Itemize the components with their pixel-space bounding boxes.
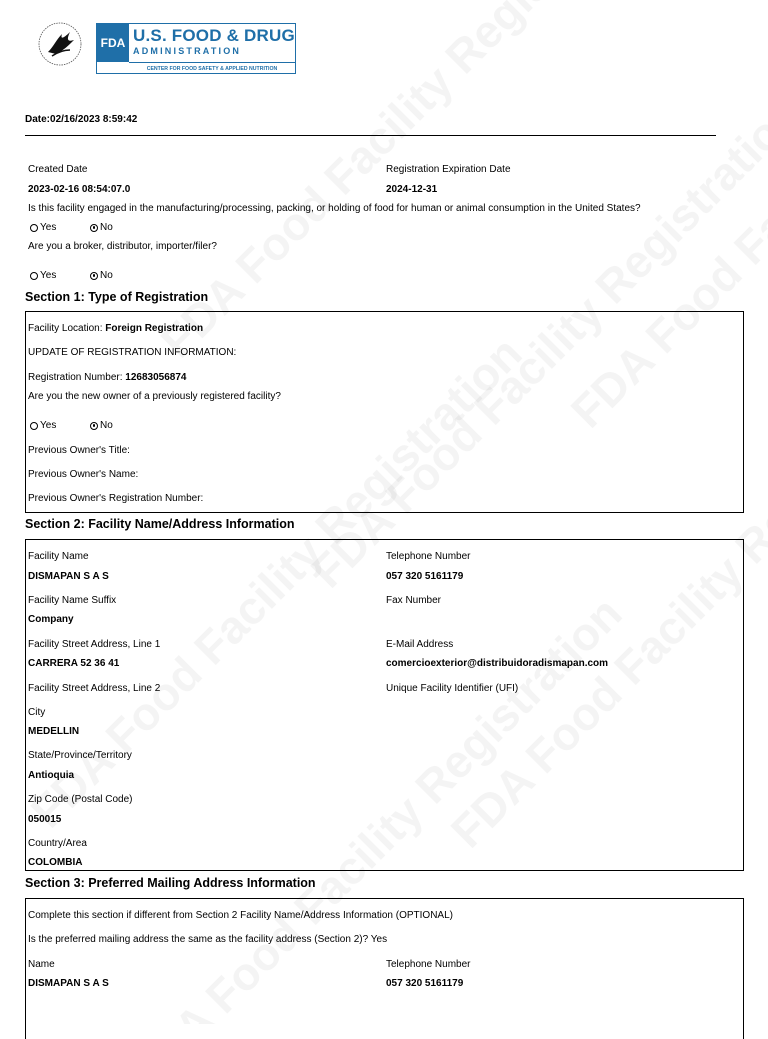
previous-owner-name-label: Previous Owner's Name: (28, 469, 139, 480)
radio-checked-icon (90, 272, 98, 280)
radio-unchecked-icon (30, 224, 38, 232)
fax-label: Fax Number (386, 595, 442, 606)
mailing-name-value: DISMAPAN S A S (28, 978, 109, 989)
previous-owner-title-label: Previous Owner's Title: (28, 445, 130, 456)
section2-box (25, 539, 744, 871)
fda-logo (96, 23, 296, 74)
new-owner-yes-radio[interactable]: Yes (30, 420, 56, 431)
state-label: State/Province/Territory (28, 750, 132, 761)
section1-box (25, 311, 744, 513)
hhs-seal-logo (36, 20, 86, 68)
mailing-telephone-value: 057 320 5161179 (386, 978, 464, 989)
update-registration-text: UPDATE OF REGISTRATION INFORMATION: (28, 347, 237, 358)
city-label: City (28, 707, 46, 718)
email-label: E-Mail Address (386, 639, 454, 650)
street2-label: Facility Street Address, Line 2 (28, 683, 161, 694)
created-date-label: Created Date (28, 164, 88, 175)
facility-name-label: Facility Name (28, 551, 89, 562)
facility-suffix-label: Facility Name Suffix (28, 595, 117, 606)
section2-title: Section 2: Facility Name/Address Information (25, 517, 295, 531)
print-date: Date:02/16/2023 8:59:42 (25, 114, 138, 125)
street1-label: Facility Street Address, Line 1 (28, 639, 161, 650)
center-name: CENTER FOR FOOD SAFETY & APPLIED NUTRITION (129, 62, 295, 75)
new-owner-question: Are you the new owner of a previously registered facility? (28, 391, 281, 402)
q2-yes-radio[interactable]: Yes (30, 270, 56, 281)
section3-title: Section 3: Preferred Mailing Address Information (25, 876, 316, 890)
country-label: Country/Area (28, 838, 87, 849)
same-address-question: Is the preferred mailing address the same as the facility address (Section 2)? Yes (28, 934, 388, 945)
q1-no-radio[interactable]: No (90, 222, 113, 233)
agency-subtitle: ADMINISTRATION (133, 46, 242, 56)
country-value: COLOMBIA (28, 857, 83, 868)
expiration-date-label: Registration Expiration Date (386, 164, 511, 175)
city-value: MEDELLIN (28, 726, 80, 737)
zip-label: Zip Code (Postal Code) (28, 794, 133, 805)
facility-location: Facility Location: Foreign Registration (28, 323, 204, 334)
radio-unchecked-icon (30, 422, 38, 430)
header-divider (25, 135, 716, 136)
q1-yes-radio[interactable]: Yes (30, 222, 56, 233)
food-facility-question: Is this facility engaged in the manufacturing/processing, packing, or holding of food for human or animal consumption in the United States? (28, 203, 641, 214)
telephone-label: Telephone Number (386, 551, 471, 562)
radio-checked-icon (90, 422, 98, 430)
previous-owner-regnum-label: Previous Owner's Registration Number: (28, 493, 204, 504)
broker-question: Are you a broker, distributor, importer/filer? (28, 241, 217, 252)
new-owner-no-radio[interactable]: No (90, 420, 113, 431)
radio-unchecked-icon (30, 272, 38, 280)
mailing-telephone-label: Telephone Number (386, 959, 471, 970)
zip-value: 050015 (28, 814, 62, 825)
mailing-name-label: Name (28, 959, 55, 970)
expiration-date-value: 2024-12-31 (386, 184, 438, 195)
fda-mark: FDA (97, 24, 129, 62)
radio-checked-icon (90, 224, 98, 232)
email-value: comercioexterior@distribuidoradismapan.com (386, 658, 609, 669)
telephone-value: 057 320 5161179 (386, 571, 464, 582)
ufi-label: Unique Facility Identifier (UFI) (386, 683, 519, 694)
created-date-value: 2023-02-16 08:54:07.0 (28, 184, 131, 195)
agency-title: U.S. FOOD & DRUG (133, 26, 295, 45)
state-value: Antioquia (28, 770, 75, 781)
section3-note: Complete this section if different from Section 2 Facility Name/Address Information (OPTIONAL) (28, 910, 453, 921)
street1-value: CARRERA 52 36 41 (28, 658, 120, 669)
q2-no-radio[interactable]: No (90, 270, 113, 281)
registration-number: Registration Number: 12683056874 (28, 372, 187, 383)
section1-title: Section 1: Type of Registration (25, 290, 209, 304)
facility-suffix-value: Company (28, 614, 74, 625)
facility-name-value: DISMAPAN S A S (28, 571, 109, 582)
